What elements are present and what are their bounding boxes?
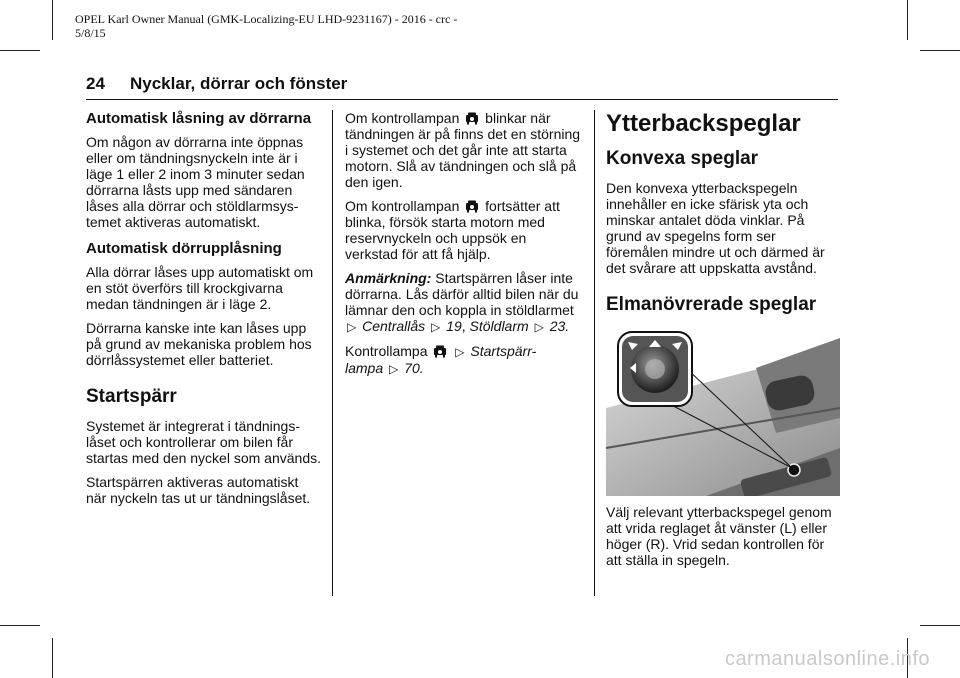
- car-key-warning-icon: [433, 344, 447, 358]
- crop-mark: [52, 638, 53, 678]
- column-3: [606, 110, 840, 576]
- crop-mark: [0, 625, 40, 626]
- xref-page-19[interactable]: 19: [446, 318, 462, 334]
- paragraph-convex-mirrors: Den konvexa ytterbackspegeln innehåller en icke sfärisk yta och minskar antalet döda vinklar. På grund av spegelns form ser föremålen mindre ut och därmed är det svårare att uppskatta avstånd.: [606, 180, 825, 276]
- meta-line-2: 5/8/15: [75, 26, 106, 40]
- xref-stoldlarm[interactable]: Stöldlarm: [469, 318, 529, 334]
- car-key-warning-icon: [465, 111, 479, 125]
- heading-immobiliser: Startspärr: [86, 386, 177, 407]
- reference-arrow-icon: ▷: [431, 320, 441, 334]
- paragraph-lamp-blinking: [345, 110, 581, 190]
- paragraph-automatic-unlocking-1: Alla dörrar låses upp automatiskt om en stöt överförs till krockgivarna medan tändningen är i läge 2.: [86, 264, 314, 312]
- header-rule: [86, 99, 838, 100]
- xref-centrallas[interactable]: Centrallås: [362, 318, 426, 334]
- crop-mark: [52, 0, 53, 40]
- lamp-blinking-text-b: blinkar när tändningen är på finns det en störning i systemet och det går inte att starta motorn. Slå av tändningen och slå på den igen.: [345, 110, 581, 190]
- note-text: Startspärren låser inte dörrarna. Lås därför alltid bilen när du lämnar den och koppla in stöldlarmet: [345, 270, 579, 318]
- xref-startsparr-a[interactable]: Startspärr-: [470, 343, 537, 359]
- note-label: Anmärkning:: [345, 270, 432, 286]
- warning-lamp-label: Kontrollampa: [345, 343, 428, 359]
- paragraph-automatic-locking: Om någon av dörrarna inte öppnas eller om tändningsnyckeln inte är i läge 1 eller 2 inom 3 minuter sedan dörrarna låsts upp med sändaren låses alla dörrar och stöldlarmsys-temet aktiveras automatiskt.: [86, 134, 305, 230]
- crop-mark: [920, 625, 960, 626]
- watermark: carmanualsonline.info: [724, 648, 930, 670]
- heading-exterior-mirrors: Ytterbackspeglar: [606, 110, 801, 137]
- paragraph-electric-mirrors: Välj relevant ytterbackspegel genom att vrida reglaget åt vänster (L) eller höger (R). Vrid sedan kontrollen för att ställa in spegeln.: [606, 504, 832, 568]
- xref-page-70[interactable]: 70.: [404, 360, 424, 376]
- crop-mark: [0, 50, 40, 51]
- paragraph-automatic-unlocking-2: Dörrarna kanske inte kan låses upp på grund av mekaniska problem hos dörrlåssystemet eller batteriet.: [86, 320, 312, 368]
- paragraph-lamp-continues: [345, 198, 581, 262]
- column-2: [345, 110, 581, 385]
- section-title: Nycklar, dörrar och fönster: [130, 74, 348, 93]
- document-meta: [75, 12, 495, 40]
- page-number: 24: [86, 74, 105, 93]
- heading-automatic-unlocking: Automatisk dörrupplåsning: [86, 240, 282, 257]
- note-paragraph: Anmärkning: Startspärren låser inte dörrarna. Lås därför alltid bilen när du lämnar den och koppla in stöldlarmet ▷ Centrallås ▷ 19, Stöldlarm ▷ 23.: [345, 270, 579, 334]
- lamp-continues-text-a: Om kontrollampan: [345, 198, 460, 214]
- paragraph-immobiliser-2: Startspärren aktiveras automatiskt när nyckeln tas ut ur tändningslåset.: [86, 474, 311, 506]
- paragraph-immobiliser-1: Systemet är integrerat i tändnings-låset och kontrollerar om bilen får startas med den nyckel som används.: [86, 418, 322, 466]
- column-divider: [594, 110, 595, 596]
- page-header: [86, 74, 838, 94]
- reference-arrow-icon: ▷: [455, 345, 465, 359]
- crop-mark: [907, 0, 908, 40]
- paragraph-warning-lamp: [345, 343, 581, 377]
- xref-page-23[interactable]: 23.: [549, 318, 570, 334]
- car-key-warning-icon: [465, 199, 479, 213]
- reference-arrow-icon: ▷: [534, 320, 544, 334]
- reference-arrow-icon: ▷: [347, 320, 357, 334]
- mirror-control-figure: [606, 328, 840, 496]
- heading-convex-mirrors: Konvexa speglar: [606, 148, 759, 169]
- meta-line-1: OPEL Karl Owner Manual (GMK-Localizing-EU LHD-9231167) - 2016 - crc -: [75, 12, 458, 26]
- door-panel-illustration: [606, 328, 840, 496]
- column-1: [86, 110, 322, 514]
- reference-arrow-icon: ▷: [389, 362, 399, 376]
- heading-electric-mirrors: Elmanövrerade speglar: [606, 294, 817, 315]
- heading-automatic-locking: Automatisk låsning av dörrarna: [86, 110, 312, 127]
- crop-mark: [920, 50, 960, 51]
- lamp-continues-text-b: fortsätter att blinka, försök starta motorn med reservnyckeln och uppsök en verkstad för att få hjälp.: [345, 198, 560, 262]
- lamp-blinking-text-a: Om kontrollampan: [345, 110, 460, 126]
- xref-startsparr-b[interactable]: lampa: [345, 360, 384, 376]
- column-divider: [332, 110, 333, 596]
